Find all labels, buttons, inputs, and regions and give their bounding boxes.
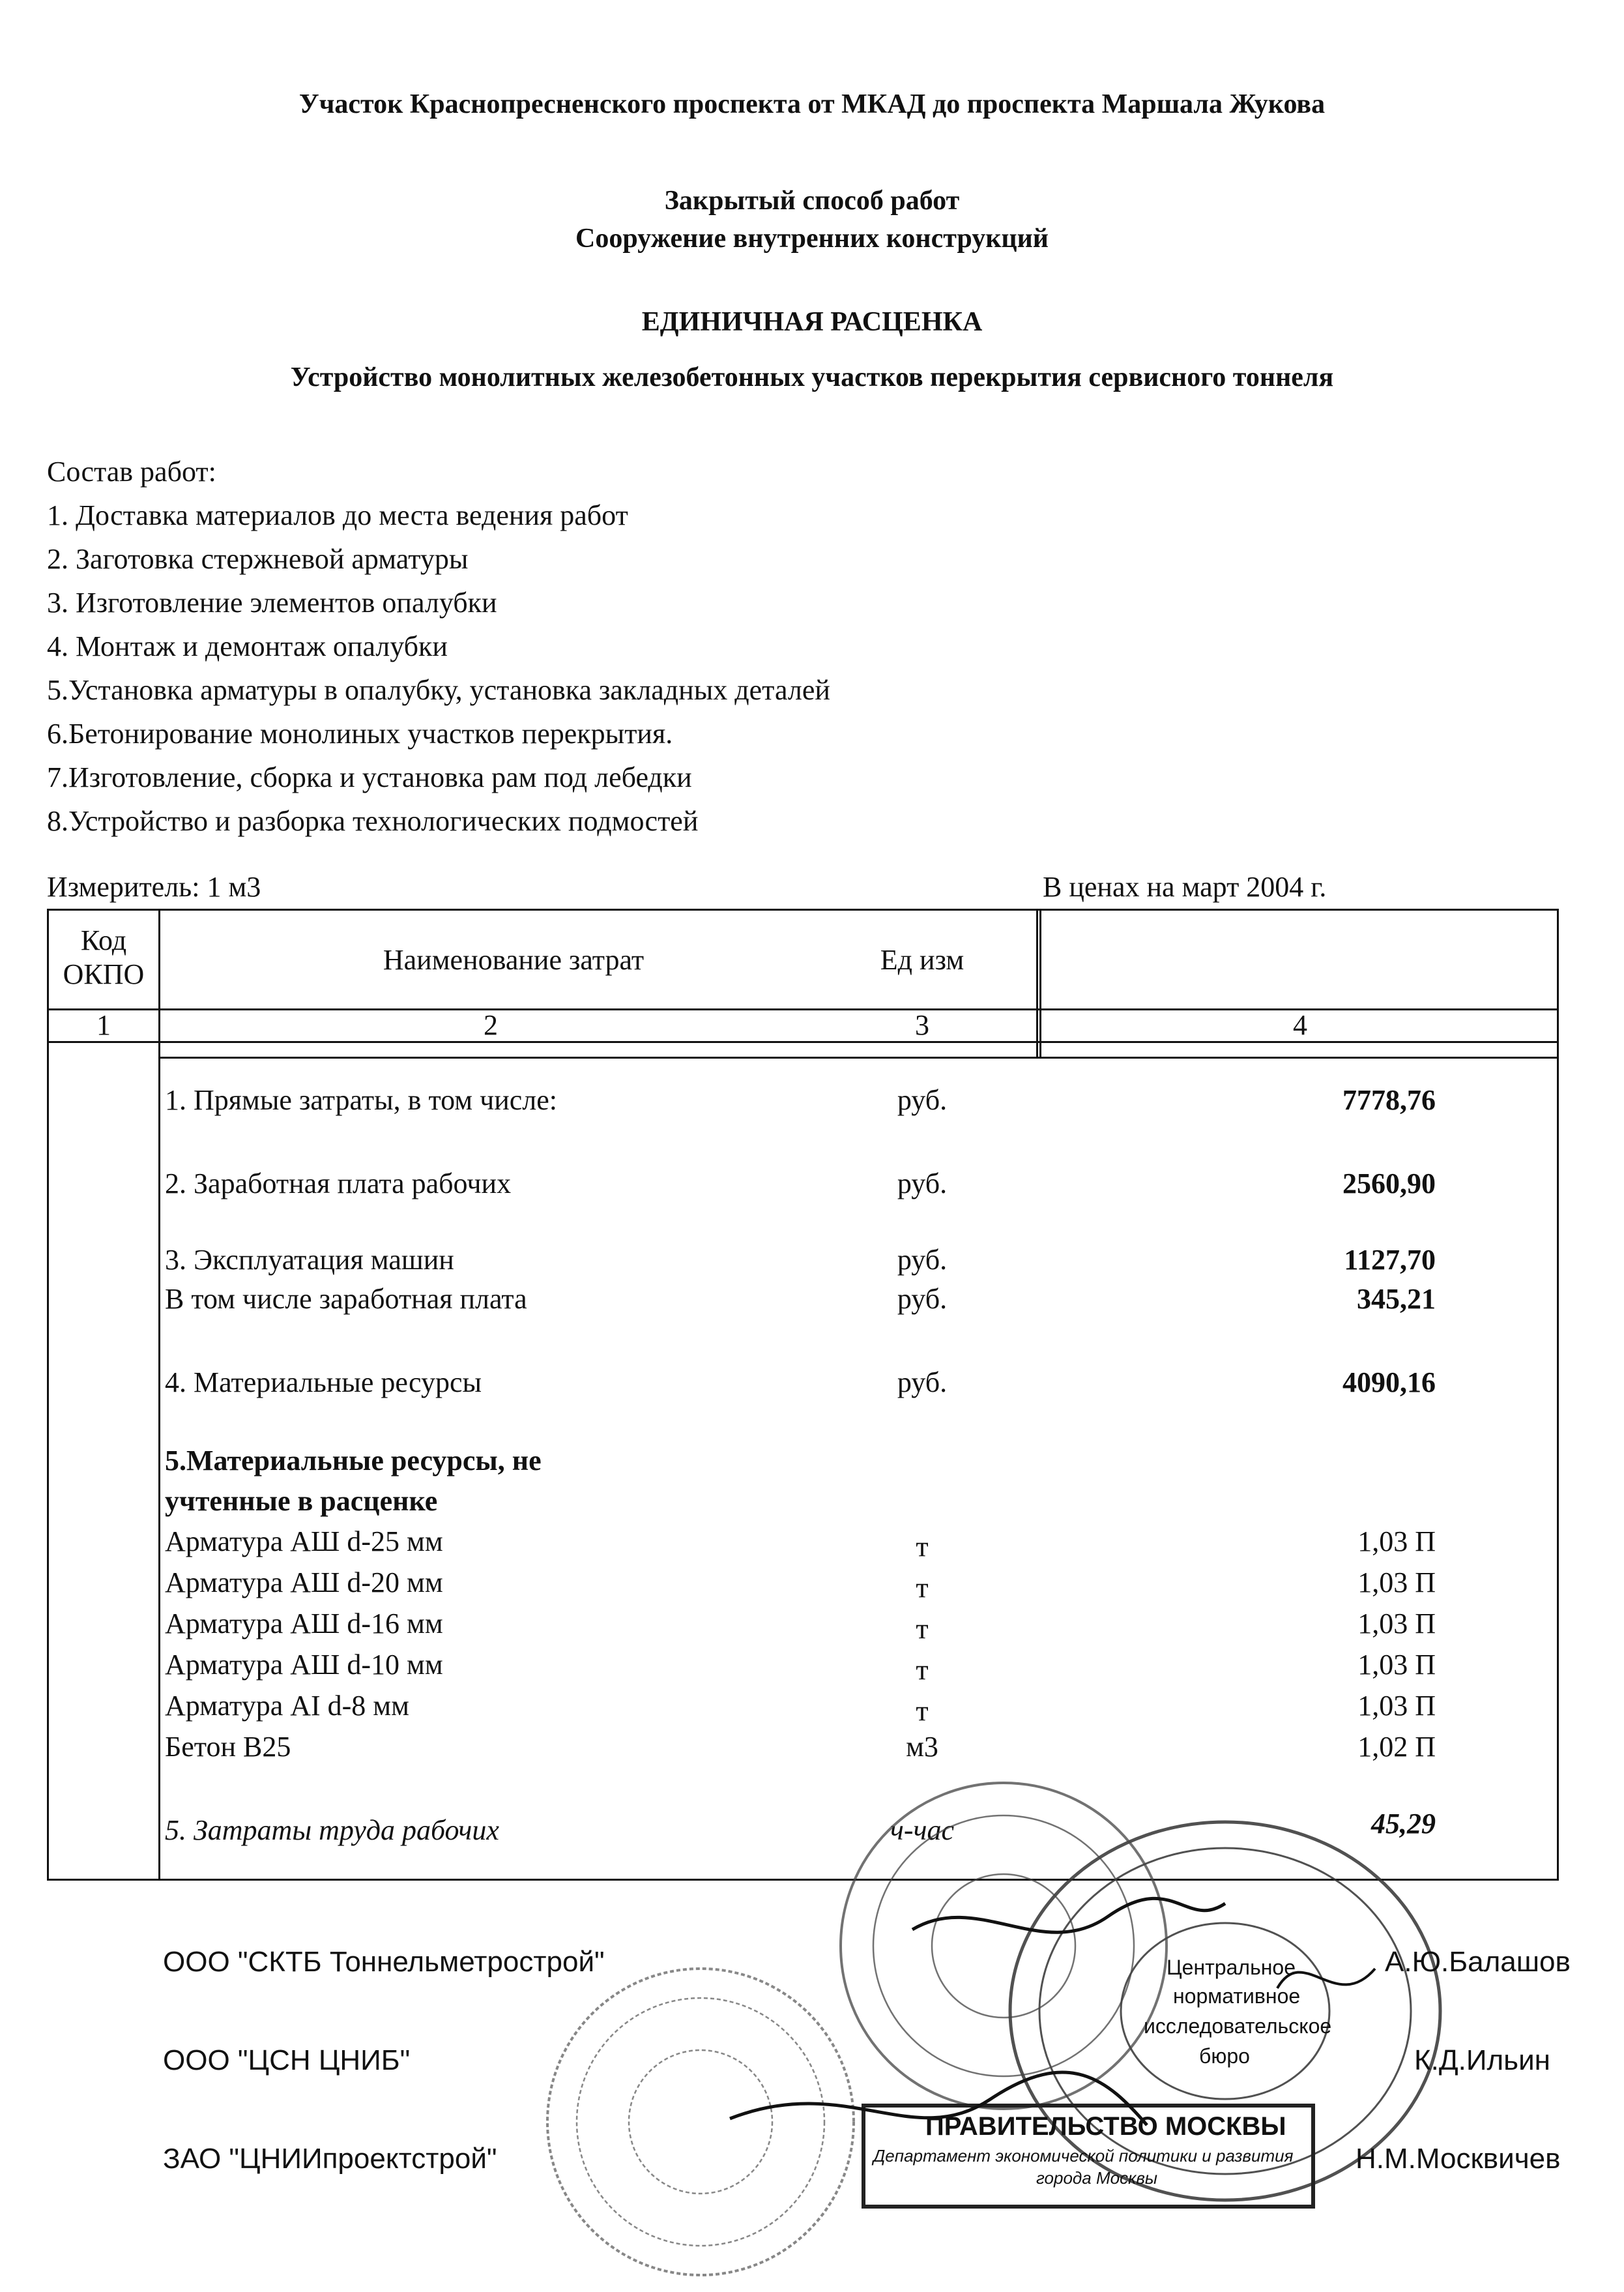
- row-value: 1127,70: [1344, 1244, 1436, 1276]
- row-name: 4. Материальные ресурсы: [165, 1366, 482, 1398]
- column-number: 4: [1293, 1009, 1307, 1041]
- signature-person: К.Д.Ильин: [1414, 2044, 1550, 2076]
- header-code-line-2: ОКПО: [63, 958, 145, 990]
- row-name: 1. Прямые затраты, в том числе:: [165, 1084, 558, 1116]
- work-list-item: 2. Заготовка стержневой арматуры: [47, 543, 469, 575]
- row-value: 45,29: [1371, 1808, 1436, 1840]
- round-stamp-center-2: нормативное: [1173, 1984, 1301, 2008]
- signature-person: А.Ю.Балашов: [1385, 1946, 1571, 1978]
- row-value: 1,02 П: [1357, 1731, 1436, 1763]
- row-unit: руб.: [897, 1244, 948, 1276]
- row-value: 1,03 П: [1357, 1608, 1436, 1639]
- row-value: 345,21: [1357, 1283, 1436, 1315]
- signature-org: ООО "СКТБ Тоннельметрострой": [163, 1946, 605, 1978]
- row-value: 1,03 П: [1357, 1525, 1436, 1557]
- work-list-heading: Состав работ:: [47, 456, 216, 488]
- row-unit: руб.: [897, 1366, 948, 1398]
- row-name: Арматура АШ d-16 мм: [165, 1608, 443, 1639]
- header-line-1: Участок Краснопресненского проспекта от МКАД до проспекта Маршала Жукова: [298, 89, 1326, 119]
- rect-stamp-line-1: ПРАВИТЕЛЬСТВО МОСКВЫ: [925, 2112, 1286, 2141]
- meter-label: Измеритель: 1 м3: [47, 871, 261, 903]
- row-unit: ч-час: [890, 1814, 955, 1846]
- row-name: 3. Эксплуатация машин: [165, 1244, 454, 1276]
- row-unit: т: [916, 1531, 929, 1563]
- row-unit: т: [916, 1613, 929, 1645]
- document-subtitle: Устройство монолитных железобетонных участков перекрытия сервисного тоннеля: [290, 362, 1334, 392]
- signature-person: Н.М.Москвичев: [1356, 2143, 1561, 2175]
- work-list-item: 1. Доставка материалов до места ведения работ: [47, 499, 628, 531]
- column-number: 2: [484, 1009, 498, 1041]
- row-unit: руб.: [897, 1168, 948, 1199]
- work-list-item: 3. Изготовление элементов опалубки: [47, 587, 497, 619]
- work-list-item: 8.Устройство и разборка технологических подмостей: [47, 805, 699, 837]
- row-name: 5. Затраты труда рабочих: [165, 1814, 499, 1846]
- work-list-item: 4. Монтаж и демонтаж опалубки: [47, 630, 448, 662]
- row-name: В том числе заработная плата: [165, 1283, 527, 1315]
- document-title: ЕДИНИЧНАЯ РАСЦЕНКА: [641, 307, 983, 337]
- row-name: учтенные в расценке: [165, 1485, 438, 1517]
- row-name: 2. Заработная плата рабочих: [165, 1168, 512, 1199]
- row-name: Арматура АШ d-10 мм: [165, 1649, 443, 1681]
- prices-as-of: В ценах на март 2004 г.: [1043, 871, 1327, 903]
- row-unit: м3: [906, 1731, 938, 1763]
- signature-org: ООО "ЦСН ЦНИБ": [163, 2044, 411, 2076]
- row-name: Арматура АШ d-25 мм: [165, 1525, 443, 1557]
- row-value: 4090,16: [1342, 1366, 1436, 1398]
- rect-stamp-line-2: Департамент экономической политики и развития: [873, 2146, 1294, 2166]
- header-unit: Ед изм: [880, 944, 964, 976]
- round-stamp-center-3: исследовательское: [1144, 2014, 1332, 2038]
- signature-org: ЗАО "ЦНИИпроектстрой": [163, 2143, 497, 2175]
- row-name: Арматура АI d-8 мм: [165, 1690, 409, 1722]
- row-unit: руб.: [897, 1283, 948, 1315]
- round-stamp-center-4: бюро: [1199, 2044, 1250, 2068]
- rect-stamp-line-3: города Москвы: [1036, 2168, 1158, 2188]
- round-stamp-sktb: [841, 1783, 1167, 2109]
- header-line-3: Сооружение внутренних конструкций: [575, 224, 1049, 254]
- header-line-2: Закрытый способ работ: [664, 186, 960, 216]
- round-stamp-center-1: Центральное: [1167, 1956, 1296, 1979]
- row-value: 2560,90: [1342, 1168, 1436, 1199]
- row-value: 1,03 П: [1357, 1649, 1436, 1681]
- row-value: 7778,76: [1342, 1084, 1436, 1116]
- row-name: 5.Материальные ресурсы, не: [165, 1445, 542, 1477]
- row-name: Арматура АШ d-20 мм: [165, 1566, 443, 1598]
- header-name: Наименование затрат: [383, 944, 645, 976]
- work-list-item: 7.Изготовление, сборка и установка рам под лебедки: [47, 761, 692, 793]
- column-number: 1: [96, 1009, 111, 1041]
- row-value: 1,03 П: [1357, 1566, 1436, 1598]
- row-unit: т: [916, 1695, 929, 1727]
- work-list-item: 6.Бетонирование монолиных участков перекрытия.: [47, 718, 673, 750]
- row-unit: руб.: [897, 1084, 948, 1116]
- round-stamp-cniiproekt: [547, 1969, 854, 2275]
- header-code-line-1: Код: [80, 924, 127, 956]
- row-unit: т: [916, 1654, 929, 1686]
- row-value: 1,03 П: [1357, 1690, 1436, 1722]
- row-unit: т: [916, 1572, 929, 1604]
- row-name: Бетон В25: [165, 1731, 291, 1763]
- work-list-item: 5.Установка арматуры в опалубку, установка закладных деталей: [47, 674, 830, 706]
- column-number: 3: [915, 1009, 929, 1041]
